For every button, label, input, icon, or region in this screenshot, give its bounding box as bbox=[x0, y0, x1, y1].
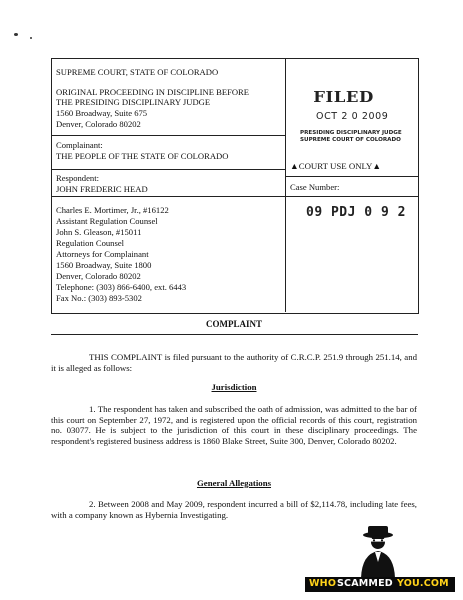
respondent-label: Respondent: bbox=[56, 173, 99, 183]
paragraph-1: 1. The respondent has taken and subscribed the oath of admission, was admitted to the bar of this court on September 27, 1972, and is registered upon the official records of this court, registration no. 03077. He is subject to the jurisdiction of this court in these disciplinary proceedings. The respondent's registered business address is 1860 Blake Street, Suite 300, Denver, Colorado 80202. bbox=[51, 404, 417, 446]
scan-speck bbox=[14, 33, 18, 36]
caption-divider bbox=[285, 58, 286, 312]
rule bbox=[51, 196, 418, 197]
complainant: THE PEOPLE OF THE STATE OF COLORADO bbox=[56, 151, 229, 161]
rule bbox=[51, 169, 285, 170]
counsel-line: Denver, Colorado 80202 bbox=[56, 271, 141, 281]
filed-stamp: FILED bbox=[313, 88, 374, 106]
court-name: SUPREME COURT, STATE OF COLORADO bbox=[56, 67, 219, 77]
paragraph-2: 2. Between 2008 and May 2009, respondent incurred a bill of $2,114.78, including late fees, with a company known as Hybernia Investigating. bbox=[51, 499, 417, 520]
jurisdiction-heading: Jurisdiction bbox=[211, 382, 257, 392]
general-allegations-heading: General Allegations bbox=[196, 478, 272, 488]
counsel-line: Regulation Counsel bbox=[56, 238, 125, 248]
case-number-label: Case Number: bbox=[290, 182, 340, 192]
counsel-line: John S. Gleason, #15011 bbox=[56, 227, 142, 237]
proceeding-line1: ORIGINAL PROCEEDING IN DISCIPLINE BEFORE bbox=[56, 87, 250, 97]
counsel-line: 1560 Broadway, Suite 1800 bbox=[56, 260, 152, 270]
counsel-line: Assistant Regulation Counsel bbox=[56, 216, 158, 226]
counsel-line: Attorneys for Complainant bbox=[56, 249, 149, 259]
counsel-line: Charles E. Mortimer, Jr., #16122 bbox=[56, 205, 169, 215]
filed-date: OCT 2 0 2009 bbox=[316, 111, 389, 122]
court-address1: 1560 Broadway, Suite 675 bbox=[56, 108, 148, 118]
court-address2: Denver, Colorado 80202 bbox=[56, 119, 141, 129]
rule bbox=[51, 135, 285, 136]
stamp-line1: PRESIDING DISCIPLINARY JUDGE bbox=[300, 130, 402, 136]
document-title: COMPLAINT bbox=[206, 319, 262, 329]
watermark-word1: WHO bbox=[309, 578, 337, 589]
counsel-line: Fax No.: (303) 893-5302 bbox=[56, 293, 142, 303]
court-use-only: ▲COURT USE ONLY▲ bbox=[290, 161, 382, 171]
complainant-label: Complainant: bbox=[56, 140, 103, 150]
case-number: 09 PDJ 0 9 2 bbox=[306, 205, 406, 220]
stamp-line2: SUPREME COURT OF COLORADO bbox=[300, 137, 401, 143]
counsel-line: Telephone: (303) 866-6400, ext. 6443 bbox=[56, 282, 187, 292]
scan-speck bbox=[30, 37, 32, 39]
proceeding-line2: THE PRESIDING DISCIPLINARY JUDGE bbox=[56, 97, 211, 107]
respondent: JOHN FREDERIC HEAD bbox=[56, 184, 148, 194]
spy-figure-logo bbox=[358, 526, 398, 578]
title-rule bbox=[51, 334, 418, 335]
rule bbox=[285, 176, 418, 177]
watermark-word2: SCAMMED bbox=[337, 578, 393, 589]
intro-paragraph: THIS COMPLAINT is filed pursuant to the authority of C.R.C.P. 251.9 through 251.14, and it is alleged as follows: bbox=[51, 352, 417, 373]
watermark-word3: YOU.COM bbox=[397, 578, 449, 589]
